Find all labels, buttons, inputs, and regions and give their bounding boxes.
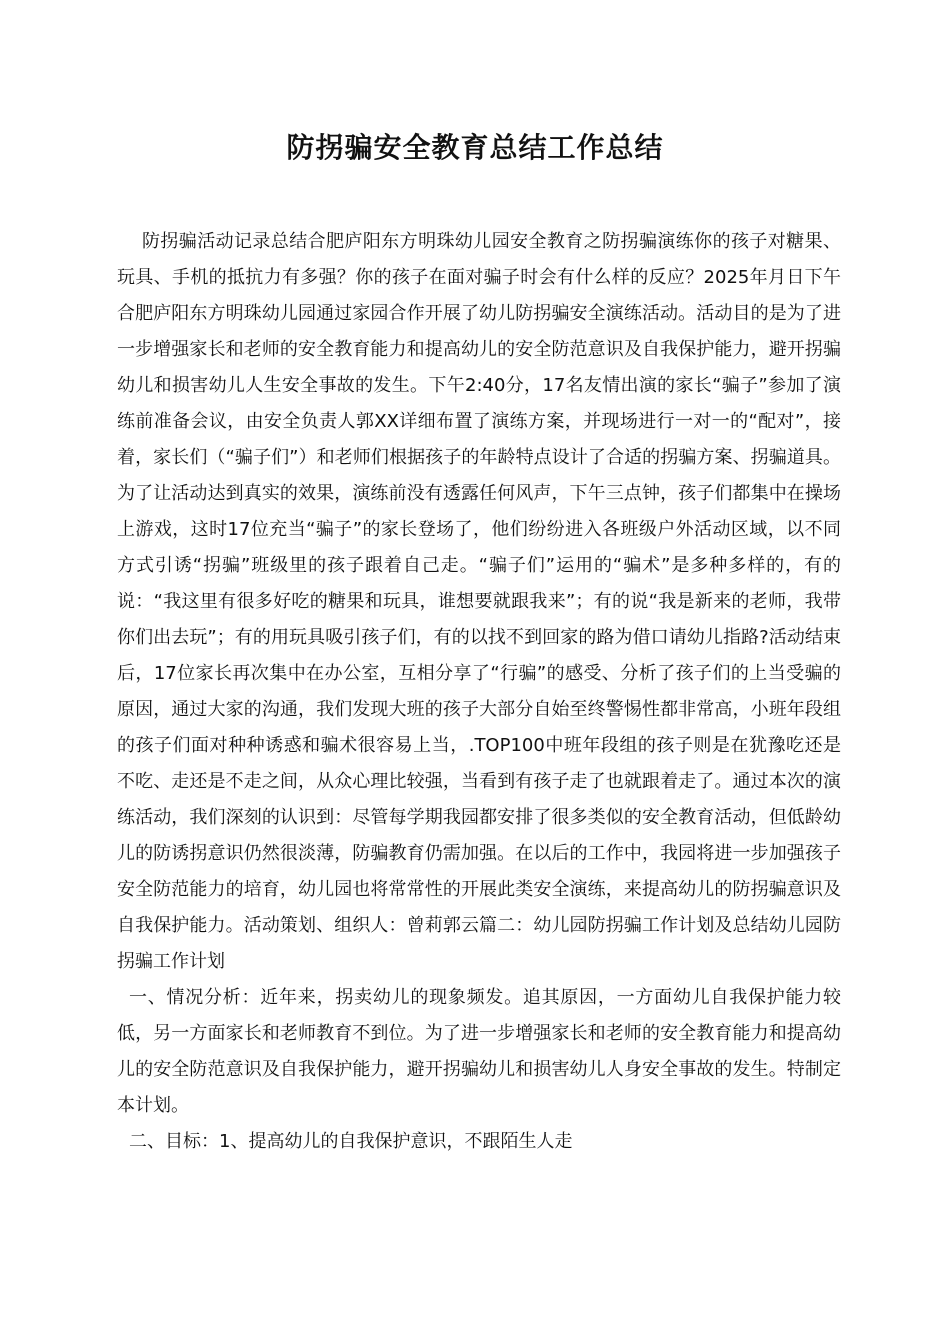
document-body (117, 224, 841, 1160)
paragraph-goals: 二、目标：1、提高幼儿的自我保护意识，不跟陌生人走 (129, 1131, 573, 1152)
document-title: 防拐骗安全教育总结工作总结 (286, 131, 664, 164)
paragraph-situation-analysis: 一、情况分析：近年来，拐卖幼儿的现象频发。追其原因，一方面幼儿自我保护能力较低，另一方面家长和老师教育不到位。为了进一步增强家长和老师的安全教育能力和提高幼儿的安全防范意识及自我保护能力，避开拐骗幼儿和损害幼儿人身安全事故的发生。特制定本计划。 (117, 987, 841, 1116)
paragraph-activity-summary: 防拐骗活动记录总结合肥庐阳东方明珠幼儿园安全教育之防拐骗演练你的孩子对糖果、玩具、手机的抵抗力有多强？你的孩子在面对骗子时会有什么样的反应？2025年月日下午合肥庐阳东方明珠幼儿园通过家园合作开展了幼儿防拐骗安全演练活动。活动目的是为了进一步增强家长和老师的安全教育能力和提高幼儿的安全防范意识及自我保护能力，避开拐骗幼儿和损害幼儿人生安全事故的发生。下午2:40分，17名友情出演的家长“骗子”参加了演练前准备会议，由安全负责人郭XX详细布置了演练方案，并现场进行一对一的“配对”，接着，家长们（“骗子们”）和老师们根据孩子的年龄特点设计了合适的拐骗方案、拐骗道具。为了让活动达到真实的效果，演练前没有透露任何风声，下午三点钟，孩子们都集中在操场上游戏，这时17位充当“骗子”的家长登场了，他们纷纷进入各班级户外活动区域，以不同方式引诱“拐骗”班级里的孩子跟着自己走。“骗子们”运用的“骗术”是多种多样的，有的说：“我这里有很多好吃的糖果和玩具，谁想要就跟我来”；有的说“我是新来的老师，我带你们出去玩”；有的用玩具吸引孩子们，有的以找不到回家的路为借口请幼儿指路?活动结束后，17位家长再次集中在办公室，互相分享了“行骗”的感受、分析了孩子们的上当受骗的原因，通过大家的沟通，我们发现大班的孩子大部分自始至终警惕性都非常高，小班年段组的孩子们面对种种诱惑和骗术很容易上当，.TOP100中班年段组的孩子则是在犹豫吃还是不吃、走还是不走之间，从众心理比较强，当看到有孩子走了也就跟着走了。通过本次的演练活动，我们深刻的认识到：尽管每学期我园都安排了很多类似的安全教育活动，但低龄幼儿的防诱拐意识仍然很淡薄，防骗教育仍需加强。在以后的工作中，我园将进一步加强孩子安全防范能力的培育，幼儿园也将常常性的开展此类安全演练，来提高幼儿的防拐骗意识及自我保护能力。活动策划、组织人：曾莉郭云篇二：幼儿园防拐骗工作计划及总结幼儿园防拐骗工作计划 (117, 231, 841, 972)
